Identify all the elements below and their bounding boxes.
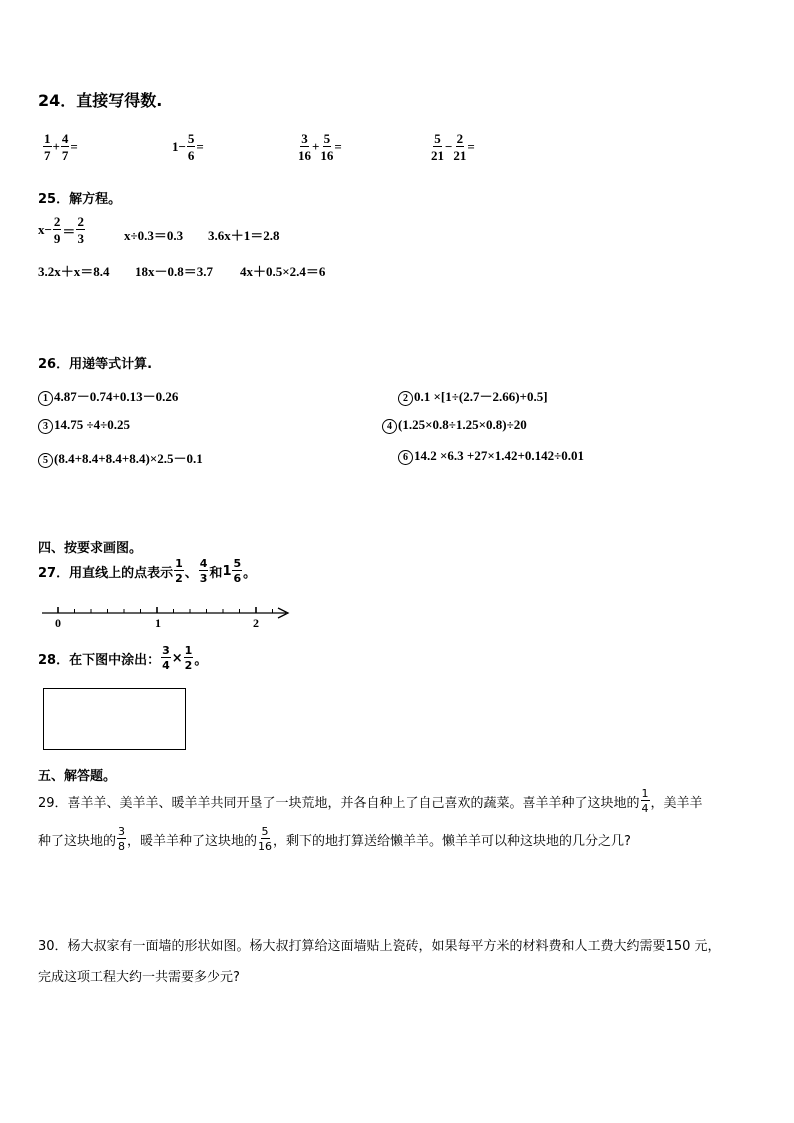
q24-item-2: 1− $\frac{5}{6}$ = <box>172 131 204 163</box>
circled-number: 1 <box>38 391 53 406</box>
fraction: $\frac{3}{16}$ <box>298 131 311 163</box>
q25-eq6: 4x＋0.5×2.4＝6 <box>240 264 326 279</box>
fraction: $\frac{5}{16}$ <box>320 131 334 163</box>
q26-item-1: 1 4.87－0.74+0.13－0.26 <box>38 386 178 406</box>
fraction: $\frac{4}{3}$ <box>199 557 208 585</box>
fraction: $\frac{5}{16}$ <box>258 825 273 853</box>
q30-line1: 30．杨大叔家有一面墙的形状如图。杨大叔打算给这面墙贴上瓷砖，如果每平方米的材料费和人工费大约需要150 元， <box>38 939 721 954</box>
fraction: $\frac{3}{8}$ <box>118 825 126 853</box>
circled-number: 3 <box>38 419 53 434</box>
fraction: $\frac{2}{21}$ <box>453 131 467 163</box>
fraction: $\frac{2}{9}$ <box>53 214 61 246</box>
fraction: $\frac{2}{3}$ <box>77 214 84 246</box>
q26-item-5: 5 (8.4+8.4+8.4+8.4)×2.5－0.1 <box>38 448 203 468</box>
q24-item-1: $\frac{1}{7}$ + $\frac{4}{7}$ = <box>44 131 78 163</box>
q26-item-6: 6 14.2 ×6.3 +27×1.42+0.142÷0.01 <box>398 448 584 465</box>
q24-title: 24．直接写得数. <box>38 91 163 110</box>
q25-title: 25．解方程。 <box>38 192 122 207</box>
q27-title: 27．用直线上的点表示 $\frac{1}{2}$ 、 $\frac{4}{3}$ 和1 $\frac{5}{6}$ 。 <box>38 557 257 585</box>
q25-eq2: x÷0.3＝0.3 <box>124 228 184 243</box>
axis-label-1: 1 <box>155 616 161 630</box>
q26-item-2: 2 0.1 ×[1÷(2.7－2.66)+0.5] <box>398 386 548 406</box>
circled-number: 5 <box>38 453 53 468</box>
fraction: $\frac{1}{2}$ <box>184 644 193 672</box>
q24-item-3: $\frac{3}{16}$ + $\frac{5}{16}$ = <box>298 131 342 163</box>
fraction: $\frac{1}{2}$ <box>175 557 183 585</box>
axis-label-2: 2 <box>253 616 259 630</box>
q29-line1: 29．喜羊羊、美羊羊、暖羊羊共同开垦了一块荒地，并各自种上了自己喜欢的蔬菜。喜羊羊种了这块地的 $\frac{1}{4}$ ，美羊羊 <box>38 787 703 815</box>
q25-eq3: 3.6x＋1＝2.8 <box>208 228 280 243</box>
circled-number: 4 <box>382 419 397 434</box>
section4-title: 四、按要求画图。 <box>38 541 143 556</box>
circled-number: 2 <box>398 391 413 406</box>
fraction: $\frac{5}{6}$ <box>233 557 242 585</box>
fraction: $\frac{4}{7}$ <box>61 131 69 163</box>
fraction: $\frac{3}{4}$ <box>162 644 170 672</box>
fraction: $\frac{1}{7}$ <box>44 131 51 163</box>
q26-title: 26．用递等式计算. <box>38 357 153 372</box>
q28-title: 28．在下图中涂出： $\frac{3}{4}$ × $\frac{1}{2}$ 。 <box>38 644 208 672</box>
q26-item-3: 3 14.75 ÷4÷0.25 <box>38 417 130 434</box>
fraction: $\frac{1}{4}$ <box>641 787 649 815</box>
section5-title: 五、解答题。 <box>38 769 117 784</box>
q30-line2: 完成这项工程大约一共需要多少元? <box>38 970 240 985</box>
circled-number: 6 <box>398 450 413 465</box>
axis-label-0: 0 <box>55 616 61 630</box>
fraction: $\frac{5}{6}$ <box>187 131 195 163</box>
q25-eq5: 18x－0.8＝3.7 <box>135 264 214 279</box>
shading-rectangle <box>43 688 186 750</box>
q26-item-4: 4 (1.25×0.8÷1.25×0.8)÷20 <box>382 417 527 434</box>
q29-line2: 种了这块地的 $\frac{3}{8}$ ，暖羊羊种了这块地的 $\frac{5}{16}$ ，剩下的地打算送给懒羊羊。懒羊羊可以种这块地的几分之几? <box>38 825 631 853</box>
fraction: $\frac{5}{21}$ <box>431 131 444 163</box>
q25-eq4: 3.2x＋x＝8.4 <box>38 264 110 279</box>
q25-eq1: x− $\frac{2}{9}$ ＝ $\frac{2}{3}$ <box>38 214 84 246</box>
q24-item-4: $\frac{5}{21}$ − $\frac{2}{21}$ = <box>431 131 475 163</box>
